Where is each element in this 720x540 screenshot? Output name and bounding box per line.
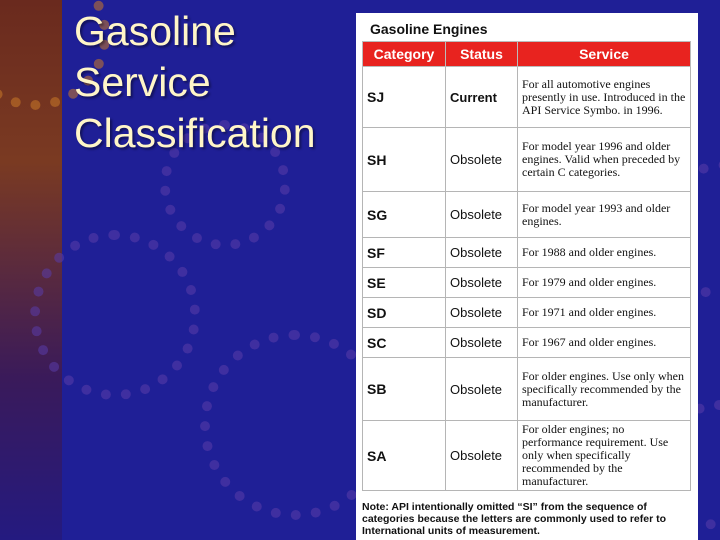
status-cell: Obsolete — [446, 238, 518, 268]
slide-title-line: Service — [74, 59, 211, 105]
service-cell: For older engines. Use only when specifically recommended by the manufacturer. — [518, 358, 691, 421]
table-row — [363, 192, 691, 238]
category-cell: SH — [363, 128, 446, 192]
column-header-category: Category — [363, 42, 446, 67]
table-row — [363, 358, 691, 421]
table-row — [363, 421, 691, 491]
service-cell: For 1971 and older engines. — [518, 298, 691, 328]
table-row — [363, 128, 691, 192]
service-cell: For older engines; no performance requirement. Use only when specifically recommended by the manufacturer. — [518, 421, 691, 491]
category-cell: SB — [363, 358, 446, 421]
service-cell: For model year 1996 and older engines. Valid when preceded by certain C categories. — [518, 128, 691, 192]
status-cell: Obsolete — [446, 128, 518, 192]
slide-title-line: Classification — [74, 110, 316, 156]
service-cell: For model year 1993 and older engines. — [518, 192, 691, 238]
column-header-status: Status — [446, 42, 518, 67]
status-cell: Obsolete — [446, 192, 518, 238]
status-cell: Obsolete — [446, 268, 518, 298]
category-cell: SD — [363, 298, 446, 328]
category-cell: SE — [363, 268, 446, 298]
table-row — [363, 268, 691, 298]
category-cell: SG — [363, 192, 446, 238]
classification-table — [362, 41, 691, 491]
category-cell: SA — [363, 421, 446, 491]
column-header-service: Service — [518, 42, 691, 67]
table-header-row — [363, 42, 691, 67]
table-row — [363, 328, 691, 358]
table-row — [363, 67, 691, 128]
table-row — [363, 238, 691, 268]
classification-panel — [356, 13, 698, 540]
slide-title — [74, 6, 316, 159]
status-cell: Obsolete — [446, 298, 518, 328]
category-cell: SF — [363, 238, 446, 268]
status-cell: Current — [446, 67, 518, 128]
service-cell: For 1979 and older engines. — [518, 268, 691, 298]
slide-title-line: Gasoline — [74, 8, 236, 54]
footnote: Note: API intentionally omitted “SI” from the sequence of categories because the letters are commonly used to refer to International units of measurement. — [362, 501, 667, 537]
gear-decoration-icon — [30, 230, 200, 400]
service-cell: For 1988 and older engines. — [518, 238, 691, 268]
table-row — [363, 298, 691, 328]
status-cell: Obsolete — [446, 421, 518, 491]
status-cell: Obsolete — [446, 358, 518, 421]
status-cell: Obsolete — [446, 328, 518, 358]
category-cell: SJ — [363, 67, 446, 128]
service-cell: For all automotive engines presently in use. Introduced in the API Service Symbo. in 1996. — [518, 67, 691, 128]
panel-heading: Gasoline Engines — [370, 21, 488, 37]
category-cell: SC — [363, 328, 446, 358]
service-cell: For 1967 and older engines. — [518, 328, 691, 358]
